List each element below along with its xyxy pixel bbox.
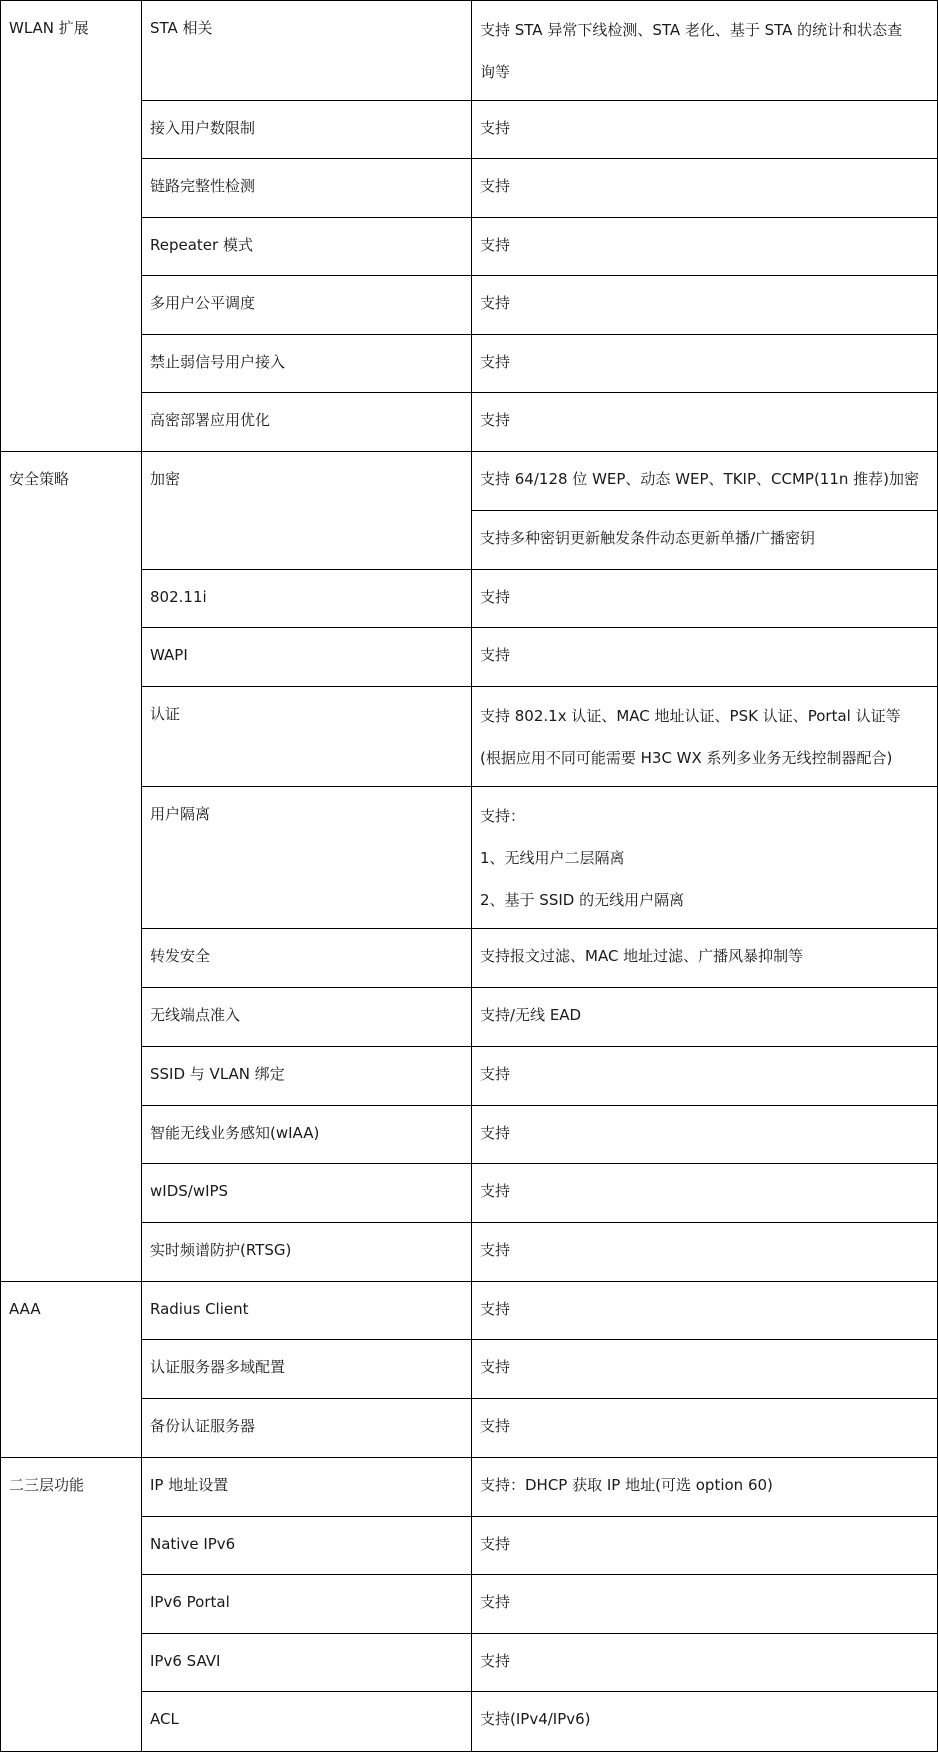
feature-cell-text: ACL [150,1710,179,1728]
description-cell [472,1,938,101]
category-cell-text: 安全策略 [9,470,70,488]
description-cell [472,988,938,1047]
description-cell [472,929,938,988]
table-row [1,1517,938,1575]
feature-cell-text: WAPI [150,646,188,664]
feature-cell [142,628,472,687]
table-row [1,393,938,452]
desc-line: 支持 [480,1300,511,1318]
description-cell [472,687,938,787]
desc-line: (根据应用不同可能需要 H3C WX 系列多业务无线控制器配合) [480,749,893,767]
category-cell [1,452,142,1282]
feature-cell-text: 实时频谱防护(RTSG) [150,1241,292,1259]
feature-cell-text: 备份认证服务器 [150,1417,256,1435]
desc-line: 支持 [480,294,511,312]
feature-cell-text: Native IPv6 [150,1535,236,1553]
feature-cell-text: 802.11i [150,588,207,606]
desc-line: 支持/无线 EAD [480,1006,582,1024]
table-row [1,1047,938,1106]
feature-cell [142,1,472,101]
desc-line: 支持 [480,119,511,137]
desc-line: 支持 802.1x 认证、MAC 地址认证、PSK 认证、Portal 认证等 [480,707,901,725]
category-cell [1,1,142,452]
description-cell [472,1634,938,1692]
table-row [1,570,938,628]
category-cell-text: 二三层功能 [9,1476,85,1494]
description-cell [472,393,938,452]
feature-cell-text: 接入用户数限制 [150,119,256,137]
table-row [1,1223,938,1282]
spec-table-body [1,1,938,1752]
description-cell [472,276,938,335]
description-cell [472,787,938,929]
description-cell [472,511,938,570]
desc-line: 支持 [480,646,511,664]
table-row [1,159,938,218]
description-cell [472,1340,938,1399]
desc-line: 1、无线用户二层隔离 [480,849,625,867]
desc-line: 2、基于 SSID 的无线用户隔离 [480,891,685,909]
table-row [1,687,938,787]
feature-cell-text: Radius Client [150,1300,249,1318]
description-cell [472,335,938,393]
category-cell-text: AAA [9,1300,41,1318]
desc-line: 支持 [480,1535,511,1553]
desc-line: 支持 STA 异常下线检测、STA 老化、基于 STA 的统计和状态查 [480,21,903,39]
feature-cell-text: 认证 [150,705,181,723]
description-cell [472,1692,938,1752]
description-cell [472,628,938,687]
table-row [1,452,938,511]
description-cell [472,1047,938,1106]
feature-cell [142,335,472,393]
desc-line: 支持 [480,1417,511,1435]
desc-line: 支持： [480,807,526,825]
table-row [1,101,938,159]
desc-line: 支持 [480,411,511,429]
feature-cell-text: 用户隔离 [150,805,211,823]
feature-cell-text: 链路完整性检测 [150,177,256,195]
desc-line: 支持(IPv4/IPv6) [480,1710,591,1728]
desc-line: 支持 [480,236,511,254]
description-cell [472,1458,938,1517]
feature-cell [142,1692,472,1752]
feature-cell-text: Repeater 模式 [150,236,253,254]
description-cell [472,1106,938,1164]
table-row [1,1399,938,1458]
desc-line: 支持 [480,1065,511,1083]
table-row [1,1575,938,1634]
feature-cell [142,787,472,929]
desc-line: 支持 64/128 位 WEP、动态 WEP、TKIP、CCMP(11n 推荐)加密 [480,470,920,488]
table-row [1,1692,938,1752]
feature-cell [142,1634,472,1692]
feature-cell-text: 无线端点准入 [150,1006,241,1024]
feature-cell [142,1399,472,1458]
table-row [1,276,938,335]
feature-cell [142,1047,472,1106]
desc-line: 支持 [480,177,511,195]
feature-cell [142,1223,472,1282]
category-cell [1,1282,142,1458]
category-cell-text: WLAN 扩展 [9,19,89,37]
description-cell [472,1282,938,1340]
description-cell [472,101,938,159]
description-cell [472,1575,938,1634]
feature-cell [142,276,472,335]
desc-line: 支持 [480,1124,511,1142]
description-cell [472,218,938,276]
feature-cell-text: STA 相关 [150,19,213,37]
feature-cell [142,1517,472,1575]
feature-cell [142,1282,472,1340]
description-cell [472,452,938,511]
feature-cell [142,687,472,787]
feature-cell [142,988,472,1047]
description-cell [472,1223,938,1282]
feature-cell-text: 多用户公平调度 [150,294,256,312]
feature-cell [142,159,472,218]
table-row [1,218,938,276]
desc-line: 支持 [480,353,511,371]
feature-cell [142,1340,472,1399]
description-cell [472,570,938,628]
table-row [1,1634,938,1692]
feature-cell-text: 智能无线业务感知(wIAA) [150,1124,320,1142]
feature-cell-text: 转发安全 [150,947,211,965]
feature-cell [142,1458,472,1517]
feature-cell [142,101,472,159]
desc-line: 支持：DHCP 获取 IP 地址(可选 option 60) [480,1476,773,1494]
feature-cell [142,393,472,452]
feature-cell [142,929,472,988]
desc-line: 支持 [480,588,511,606]
table-row [1,335,938,393]
desc-line: 支持 [480,1241,511,1259]
description-cell [472,159,938,218]
desc-line: 支持 [480,1652,511,1670]
desc-line: 支持多种密钥更新触发条件动态更新单播/广播密钥 [480,529,816,547]
desc-line: 支持报文过滤、MAC 地址过滤、广播风暴抑制等 [480,947,804,965]
feature-cell [142,1164,472,1223]
table-row [1,1458,938,1517]
desc-line: 询等 [480,63,511,81]
description-cell [472,1399,938,1458]
feature-cell [142,570,472,628]
table-row [1,1164,938,1223]
table-row [1,1,938,101]
feature-cell-text: 认证服务器多域配置 [150,1358,286,1376]
feature-cell-text: IP 地址设置 [150,1476,229,1494]
feature-cell [142,218,472,276]
table-row [1,1340,938,1399]
feature-cell-text: wIDS/wIPS [150,1182,229,1200]
table-row [1,988,938,1047]
feature-cell-text: IPv6 Portal [150,1593,230,1611]
table-row [1,1106,938,1164]
feature-cell [142,1575,472,1634]
description-cell [472,1164,938,1223]
description-cell [472,1517,938,1575]
feature-cell-text: 加密 [150,470,181,488]
desc-line: 支持 [480,1358,511,1376]
feature-cell-text: IPv6 SAVI [150,1652,221,1670]
feature-cell-text: 高密部署应用优化 [150,411,271,429]
feature-cell [142,452,472,570]
desc-line: 支持 [480,1593,511,1611]
table-row [1,787,938,929]
table-row [1,628,938,687]
feature-cell [142,1106,472,1164]
table-row [1,929,938,988]
category-cell [1,1458,142,1752]
feature-cell-text: SSID 与 VLAN 绑定 [150,1065,285,1083]
table-row [1,1282,938,1340]
desc-line: 支持 [480,1182,511,1200]
feature-cell-text: 禁止弱信号用户接入 [150,353,286,371]
